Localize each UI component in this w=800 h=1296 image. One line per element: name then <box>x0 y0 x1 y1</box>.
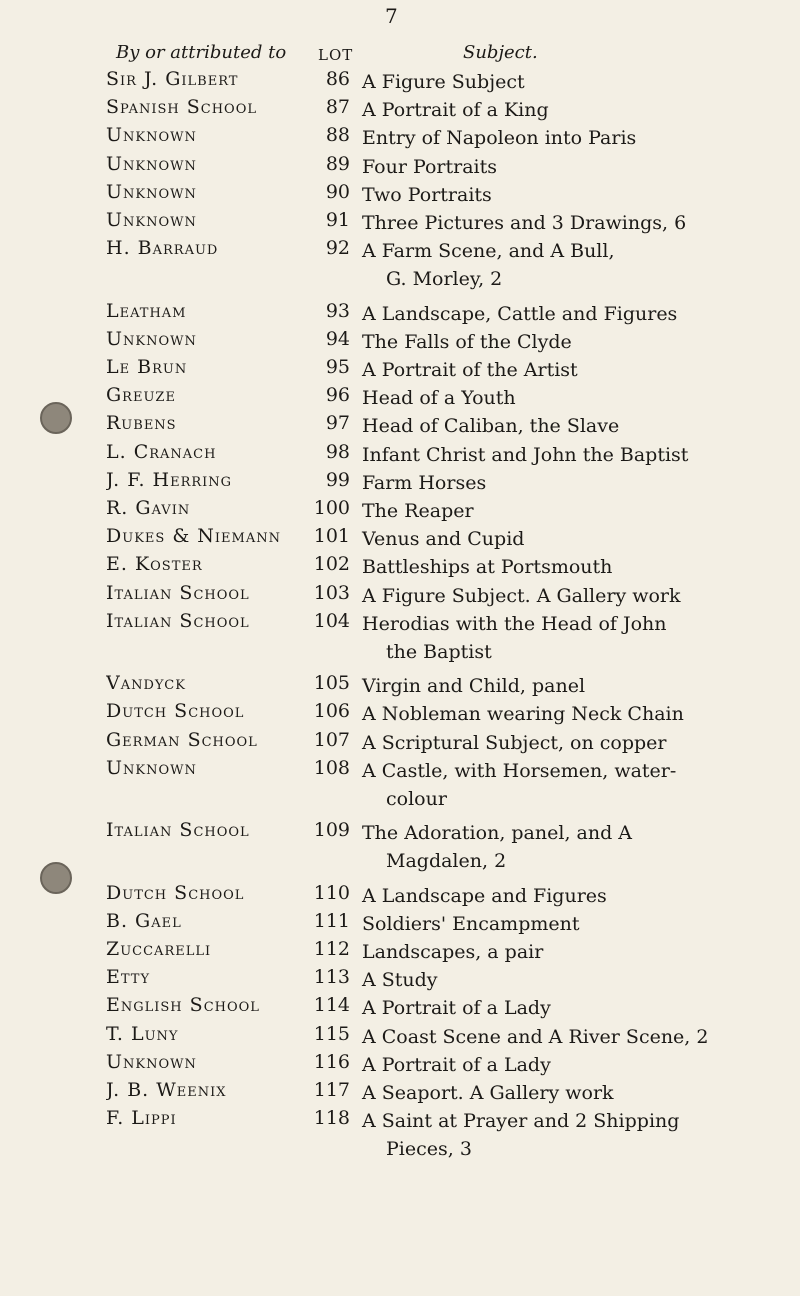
lot-number: 102 <box>313 553 350 576</box>
lot-number: 86 <box>325 68 350 90</box>
lot-subject-text: A Figure Subject <box>362 71 525 93</box>
artist-name: Unknown <box>106 124 197 147</box>
table-row <box>0 1023 800 1051</box>
artist-name: Dutch School <box>106 700 245 723</box>
lot-subject <box>362 441 762 469</box>
lot-subject-text: Battleships at Portsmouth <box>362 556 613 579</box>
lot-subject-text: Herodias with the Head of John <box>362 612 667 635</box>
artist-name: J. B. Weenix <box>106 1079 227 1101</box>
lot-number: 108 <box>313 756 350 779</box>
lot-subject-text: A Saint at Prayer and 2 Shipping <box>362 1110 680 1133</box>
lot-subject-text: The Falls of the Clyde <box>362 330 572 353</box>
lot-subject-continuation: Magdalen, 2 <box>386 850 507 873</box>
table-row <box>0 994 800 1022</box>
lot-subject <box>362 328 762 356</box>
lot-number: 105 <box>313 672 350 695</box>
lot-subject <box>362 610 762 666</box>
table-row <box>0 756 800 810</box>
artist-name: E. Koster <box>106 553 203 576</box>
table-row <box>0 729 800 757</box>
lot-subject <box>362 1107 762 1163</box>
lot-subject-continuation: Pieces, 3 <box>386 1138 472 1161</box>
lot-subject-text: A Scriptural Subject, on copper <box>362 731 667 754</box>
table-row <box>0 700 800 728</box>
lot-subject-text: Two Portraits <box>362 183 492 206</box>
lot-subject-text: A Study <box>362 969 438 992</box>
lot-subject <box>362 819 762 875</box>
lot-subject <box>362 757 762 813</box>
lot-number: 115 <box>313 1022 350 1045</box>
artist-name: L. Cranach <box>106 440 217 463</box>
lot-number: 116 <box>313 1050 350 1073</box>
lot-subject-text: A Portrait of the Artist <box>362 359 578 381</box>
lot-subject-text: Head of a Youth <box>362 387 516 410</box>
lot-number: 106 <box>313 700 350 723</box>
lot-subject-continuation: colour <box>386 787 447 810</box>
table-row <box>0 910 800 938</box>
artist-name: Sir J. Gilbert <box>106 68 239 90</box>
lot-number: 98 <box>325 440 350 463</box>
table-row <box>0 300 800 328</box>
artist-name: H. Barraud <box>106 237 219 260</box>
lot-number: 88 <box>325 124 350 147</box>
lot-number: 118 <box>313 1107 350 1130</box>
table-row <box>0 582 800 610</box>
artist-name: J. F. Herring <box>106 468 233 491</box>
lot-subject <box>362 553 762 581</box>
lot-subject <box>362 181 762 209</box>
lot-subject-text: Entry of Napoleon into Paris <box>362 127 637 150</box>
lot-subject <box>362 96 762 124</box>
lot-number: 110 <box>313 881 350 904</box>
artist-name: Unknown <box>106 327 197 350</box>
lot-number: 107 <box>313 728 350 751</box>
table-row <box>0 966 800 994</box>
lot-subject-text: A Landscape and Figures <box>362 884 607 907</box>
table-row <box>0 181 800 209</box>
artist-name: Greuze <box>106 384 176 407</box>
lot-number: 96 <box>325 384 350 407</box>
table-row <box>0 237 800 291</box>
artist-name: T. Luny <box>106 1022 179 1045</box>
lot-subject <box>362 700 762 728</box>
lot-subject <box>362 938 762 966</box>
artist-name: Vandyck <box>106 672 186 695</box>
artist-name: B. Gael <box>106 909 182 932</box>
artist-name: Rubens <box>106 412 177 435</box>
artist-name: Unknown <box>106 209 197 231</box>
lot-subject <box>362 356 762 384</box>
lot-number: 99 <box>325 468 350 491</box>
lot-number: 111 <box>313 909 350 932</box>
table-row <box>0 553 800 581</box>
artist-name: F. Lippi <box>106 1107 177 1130</box>
table-row <box>0 609 800 663</box>
lot-subject-text: A Coast Scene and A River Scene, 2 <box>362 1025 709 1048</box>
lot-number: 117 <box>313 1079 350 1101</box>
artist-name: Italian School <box>106 819 250 842</box>
lot-subject-text: A Castle, with Horsemen, water- <box>362 759 677 782</box>
lot-subject-text: Farm Horses <box>362 471 487 494</box>
lot-subject <box>362 469 762 497</box>
lot-subject-text: The Reaper <box>362 500 474 522</box>
table-row <box>0 209 800 237</box>
lot-number: 92 <box>325 237 350 260</box>
lot-subject <box>362 882 762 910</box>
table-row <box>0 328 800 356</box>
table-row <box>0 1051 800 1079</box>
lot-subject-text: Head of Caliban, the Slave <box>362 415 620 438</box>
lot-subject <box>362 1051 762 1079</box>
artist-name: R. Gavin <box>106 497 191 519</box>
lot-subject <box>362 582 762 610</box>
table-row <box>0 68 800 96</box>
artist-name: Unknown <box>106 756 197 779</box>
lot-number: 89 <box>325 152 350 175</box>
lot-number: 95 <box>325 356 350 378</box>
lot-number: 94 <box>325 327 350 350</box>
page-number: 7 <box>385 4 398 28</box>
artist-name: Unknown <box>106 152 197 175</box>
table-row <box>0 469 800 497</box>
lot-subject-text: Landscapes, a pair <box>362 941 544 963</box>
lot-subject-text: A Portrait of a Lady <box>362 1053 551 1076</box>
table-row <box>0 672 800 700</box>
lot-subject <box>362 68 762 96</box>
lot-subject-continuation: the Baptist <box>386 640 492 663</box>
lot-subject-text: A Portrait of a Lady <box>362 997 551 1020</box>
lot-number: 101 <box>313 525 350 548</box>
table-row <box>0 1107 800 1161</box>
table-row <box>0 96 800 124</box>
lot-subject <box>362 966 762 994</box>
table-row <box>0 525 800 553</box>
lot-subject <box>362 672 762 700</box>
lot-subject-text: A Farm Scene, and A Bull, <box>362 240 615 263</box>
table-row <box>0 497 800 525</box>
subject-column-header: Subject. <box>463 42 538 63</box>
lot-subject <box>362 237 762 293</box>
table-row <box>0 882 800 910</box>
table-row <box>0 153 800 181</box>
lot-subject-text: A Portrait of a King <box>362 99 549 122</box>
artist-name: Zuccarelli <box>106 938 212 960</box>
lot-subject-text: A Figure Subject. A Gallery work <box>362 584 681 607</box>
lot-number: 90 <box>325 180 350 203</box>
lot-subject-text: A Nobleman wearing Neck Chain <box>362 703 684 726</box>
lot-subject-text: Soldiers' Encampment <box>362 912 580 935</box>
artist-name: Dutch School <box>106 881 245 904</box>
artist-name: Leatham <box>106 299 187 322</box>
table-row <box>0 1079 800 1107</box>
lot-column-header: LOT <box>318 46 354 64</box>
lot-subject-text: The Adoration, panel, and A <box>362 822 633 845</box>
lot-subject-continuation: G. Morley, 2 <box>386 268 503 291</box>
lot-number: 100 <box>313 497 350 519</box>
lot-number: 97 <box>325 412 350 435</box>
lot-number: 87 <box>325 96 350 119</box>
lot-subject <box>362 729 762 757</box>
lot-subject <box>362 910 762 938</box>
table-row <box>0 819 800 873</box>
lot-number: 93 <box>325 299 350 322</box>
table-row <box>0 356 800 384</box>
lot-number: 114 <box>313 994 350 1017</box>
table-row <box>0 124 800 152</box>
lot-subject <box>362 497 762 525</box>
lot-subject <box>362 1079 762 1107</box>
artist-name: Unknown <box>106 1050 197 1073</box>
lot-number: 104 <box>313 609 350 632</box>
artist-name: Italian School <box>106 609 250 632</box>
lot-subject-text: Four Portraits <box>362 155 497 178</box>
table-row <box>0 441 800 469</box>
artist-name: Dukes & Niemann <box>106 525 281 548</box>
lot-subject-text: A Landscape, Cattle and Figures <box>362 302 678 325</box>
lot-number: 113 <box>313 966 350 989</box>
lot-subject <box>362 994 762 1022</box>
lot-subject <box>362 300 762 328</box>
lot-number: 109 <box>313 819 350 842</box>
artist-column-header: By or attributed to <box>116 42 287 63</box>
table-row <box>0 938 800 966</box>
lot-number: 91 <box>325 209 350 231</box>
table-row <box>0 412 800 440</box>
lot-subject <box>362 1023 762 1051</box>
lot-subject <box>362 384 762 412</box>
lot-number: 112 <box>313 938 350 960</box>
artist-name: Etty <box>106 966 151 989</box>
lot-subject-text: A Seaport. A Gallery work <box>362 1082 614 1104</box>
artist-name: English School <box>106 994 260 1017</box>
artist-name: Italian School <box>106 581 250 604</box>
lot-number: 103 <box>313 581 350 604</box>
lot-subject <box>362 209 762 237</box>
lot-subject <box>362 412 762 440</box>
artist-name: German School <box>106 728 258 751</box>
artist-name: Spanish School <box>106 96 257 119</box>
artist-name: Unknown <box>106 180 197 203</box>
lot-subject-text: Three Pictures and 3 Drawings, 6 <box>362 212 687 234</box>
lot-subject-text: Infant Christ and John the Baptist <box>362 443 689 466</box>
lot-subject <box>362 153 762 181</box>
artist-name: Le Brun <box>106 356 188 378</box>
lot-subject-text: Virgin and Child, panel <box>362 675 586 698</box>
table-row <box>0 384 800 412</box>
lot-subject-text: Venus and Cupid <box>362 528 525 551</box>
lot-subject <box>362 525 762 553</box>
lot-subject <box>362 124 762 152</box>
